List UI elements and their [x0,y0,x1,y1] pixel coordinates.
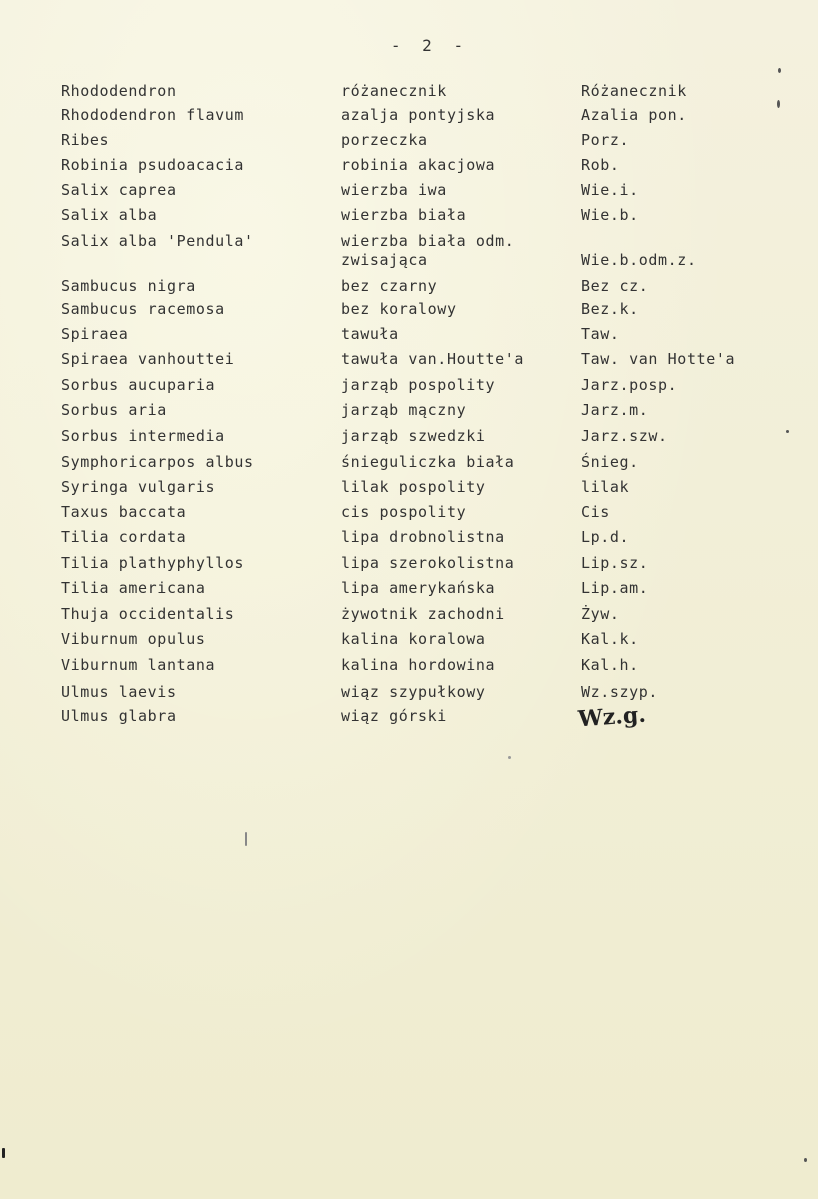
latin-name: Tilia plathyphyllos [61,554,244,572]
latin-name: Thuja occidentalis [61,605,235,623]
polish-name: jarząb pospolity [341,376,496,394]
polish-name: tawuła [341,325,399,343]
abbreviation: Cis [581,503,610,521]
polish-name: cis pospolity [341,503,467,521]
paper-speck [778,68,781,73]
latin-name: Sambucus nigra [61,277,196,295]
polish-name: wierzba biała [341,206,467,224]
latin-name: Sorbus aucuparia [61,376,216,394]
latin-name: Robinia psudoacacia [61,156,244,174]
polish-name: wiąz szypułkowy [341,683,486,701]
handwritten-abbreviation: Wz.g. [577,701,647,733]
page-number: - 2 - [390,36,470,55]
abbreviation: Kal.k. [581,630,639,648]
paper-speck [786,430,789,433]
abbreviation: Jarz.m. [581,401,649,419]
latin-name: Salix alba 'Pendula' [61,232,254,250]
paper-speck [508,756,511,759]
polish-name: różanecznik [341,82,447,100]
polish-name: porzeczka [341,131,428,149]
polish-name: wierzba iwa [341,181,447,199]
polish-name: wierzba biała odm. [341,232,515,250]
polish-name: kalina koralowa [341,630,486,648]
abbreviation: Śnieg. [581,453,639,471]
abbreviation: Bez.k. [581,300,639,318]
polish-name-continued: zwisająca [341,251,428,269]
polish-name: tawuła van.Houtte'a [341,350,524,368]
polish-name: śnieguliczka biała [341,453,515,471]
latin-name: Sorbus intermedia [61,427,225,445]
polish-name: jarząb szwedzki [341,427,486,445]
abbreviation: Taw. [581,325,620,343]
polish-name: lilak pospolity [341,478,486,496]
abbreviation: Lip.am. [581,579,649,597]
abbreviation: Wie.b.odm.z. [581,251,697,269]
latin-name: Rhododendron [61,82,177,100]
abbreviation: Rob. [581,156,620,174]
polish-name: wiąz górski [341,707,447,725]
abbreviation: Kal.h. [581,656,639,674]
abbreviation: Wz.szyp. [581,683,659,701]
abbreviation: Wie.b. [581,206,639,224]
polish-name: bez koralowy [341,300,457,318]
polish-name: jarząb mączny [341,401,467,419]
latin-name: Ribes [61,131,110,149]
latin-name: Sorbus aria [61,401,167,419]
abbreviation: Taw. van Hotte'a [581,350,736,368]
latin-name: Ulmus glabra [61,707,177,725]
latin-name: Ulmus laevis [61,683,177,701]
latin-name: Syringa vulgaris [61,478,216,496]
latin-name: Tilia cordata [61,528,187,546]
latin-name: Spiraea vanhouttei [61,350,235,368]
paper-speck [245,832,247,846]
abbreviation: Azalia pon. [581,106,687,124]
polish-name: bez czarny [341,277,438,295]
latin-name: Sambucus racemosa [61,300,225,318]
abbreviation: Wie.i. [581,181,639,199]
latin-name: Symphoricarpos albus [61,453,254,471]
latin-name: Tilia americana [61,579,206,597]
latin-name: Viburnum lantana [61,656,216,674]
latin-name: Taxus baccata [61,503,187,521]
abbreviation: Porz. [581,131,630,149]
latin-name: Salix alba [61,206,158,224]
abbreviation: Jarz.posp. [581,376,678,394]
latin-name: Viburnum opulus [61,630,206,648]
paper-speck [804,1158,807,1162]
polish-name: lipa drobnolistna [341,528,505,546]
abbreviation: Lip.sz. [581,554,649,572]
polish-name: robinia akacjowa [341,156,496,174]
paper-speck [777,100,780,108]
latin-name: Salix caprea [61,181,177,199]
abbreviation: Bez cz. [581,277,649,295]
latin-name: Rhododendron flavum [61,106,244,124]
abbreviation: Lp.d. [581,528,630,546]
polish-name: azalja pontyjska [341,106,496,124]
abbreviation: Jarz.szw. [581,427,668,445]
latin-name: Spiraea [61,325,129,343]
abbreviation: Żyw. [581,605,620,623]
polish-name: żywotnik zachodni [341,605,505,623]
polish-name: lipa szerokolistna [341,554,515,572]
polish-name: lipa amerykańska [341,579,496,597]
paper-speck [2,1148,5,1158]
abbreviation: Różanecznik [581,82,687,100]
abbreviation: lilak [581,478,630,496]
polish-name: kalina hordowina [341,656,496,674]
